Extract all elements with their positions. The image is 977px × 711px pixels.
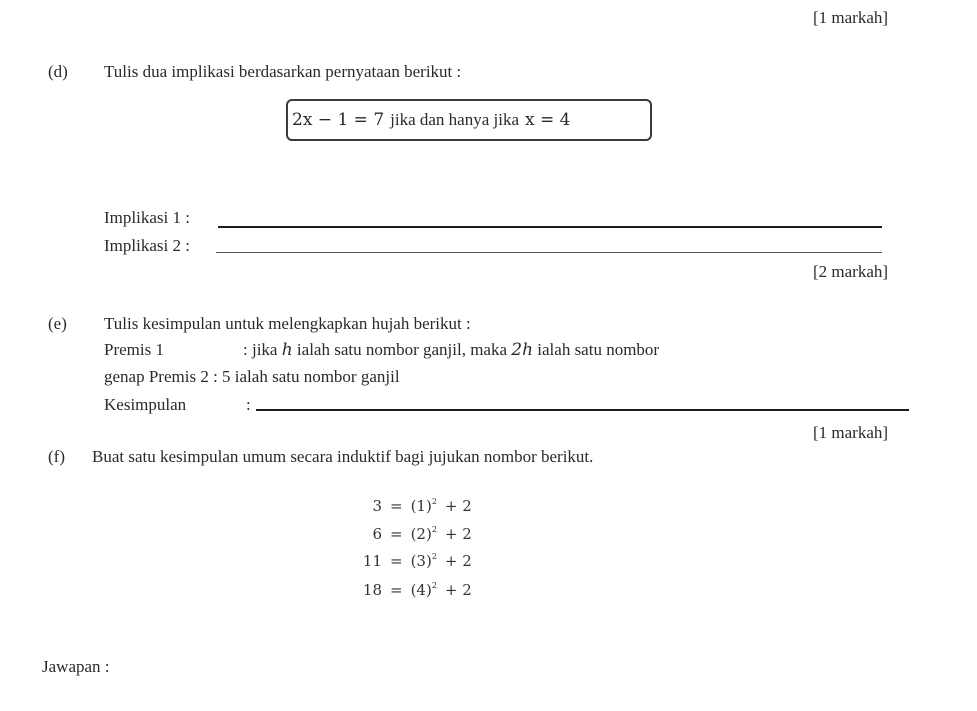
equation-base: (3) [410,552,432,570]
part-d-question: Tulis dua implikasi berdasarkan pernyataan berikut : [104,62,462,81]
equation-row: $6 = (2)^2 + 2$ [360,525,472,543]
statement-lhs: 2x − 1 = 7 [292,110,385,130]
part-f-question: Buat satu kesimpulan umum secara induktif bagi jujukan nombor berikut. [92,447,594,466]
equation-lhs: 3 [372,497,382,515]
equation-row: $11 = (3)^2 + 2$ [360,552,472,570]
marks-d: [2 markah] [813,262,889,281]
premis-1-var-2h: 2h [511,340,534,360]
premis-1-label: Premis 1 [104,340,164,359]
equation-base: (1) [410,497,432,515]
implikasi-1-label: Implikasi 1 : [104,208,190,227]
kesimpulan-answer-line[interactable] [256,409,909,411]
implikasi-2-answer-line[interactable] [216,252,882,253]
equation-base: (4) [410,581,432,599]
implikasi-2-label: Implikasi 2 : [104,236,190,255]
equation-exp: 2 [431,552,437,561]
equation-plus: + 2 [444,497,472,515]
equation-lhs: 11 [362,552,382,570]
equation-plus: + 2 [444,581,472,599]
statement-box [286,99,652,141]
premis-1-text-c: ialah satu nombor [533,340,660,359]
answer-label: Jawapan : [42,657,110,676]
premis-1-text [243,340,659,360]
part-f-label: (f) [48,447,65,466]
equation-base: (2) [410,525,432,543]
premis-1-var-h: h [281,340,293,360]
statement-rhs: x = 4 [525,110,571,130]
premis-2-line: genap Premis 2 : 5 ialah satu nombor ganjil [104,367,400,386]
equation-lhs: 6 [372,525,382,543]
part-e-question: Tulis kesimpulan untuk melengkapkan hujah berikut : [104,314,471,333]
marks-top: [1 markah] [813,8,889,27]
implikasi-1-answer-line[interactable] [218,226,882,228]
equation-exp: 2 [431,497,437,506]
equation-plus: + 2 [444,552,472,570]
equation-plus: + 2 [444,525,472,543]
kesimpulan-colon: : [246,395,251,414]
kesimpulan-label: Kesimpulan [104,395,187,414]
part-d-label: (d) [48,62,68,81]
premis-1-text-a: : jika [243,340,282,359]
equation-lhs: 18 [362,581,382,599]
equation-exp: 2 [431,581,437,590]
part-e-label: (e) [48,314,67,333]
marks-e: [1 markah] [813,423,889,442]
equation-row: $3 = (1)^2 + 2$ [360,497,472,515]
statement-middle: jika dan hanya jika [390,110,520,129]
equation-exp: 2 [431,525,437,534]
equation-row: $18 = (4)^2 + 2$ [360,581,472,599]
premis-1-text-b: ialah satu nombor ganjil, maka [292,340,512,359]
